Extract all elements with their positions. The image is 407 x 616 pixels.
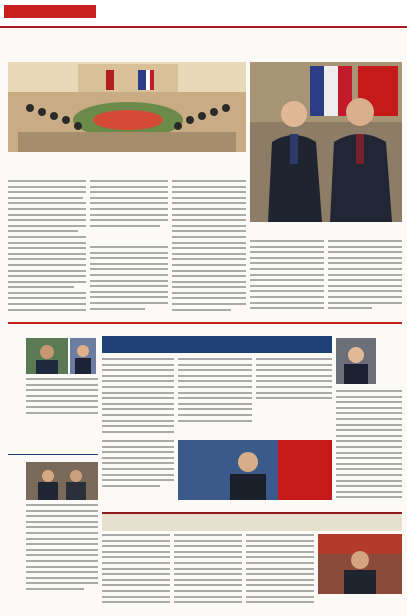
- body-column-3: [172, 180, 246, 318]
- body-column-5: [328, 240, 402, 318]
- body-column-4: [250, 240, 324, 318]
- center-top-col-3: [256, 358, 332, 418]
- center-top-col-1b: [102, 440, 174, 504]
- photo1-caption: [8, 153, 246, 160]
- delegation-photo: [26, 462, 98, 500]
- body-column-2b: [90, 246, 168, 318]
- left-top-story-body: [26, 378, 98, 418]
- maduro-photo: [26, 338, 68, 374]
- spokesperson-photo: [178, 440, 332, 500]
- trump-photo: [70, 338, 96, 374]
- left-bottom-story-body: [26, 504, 98, 604]
- body-column-2a: [90, 180, 168, 234]
- section-divider: [8, 322, 402, 324]
- leaders-photo: [250, 62, 402, 222]
- bottom-story-title: [102, 512, 402, 531]
- bottom-col-2: [174, 534, 242, 610]
- meeting-photo: [8, 62, 246, 152]
- date-banner: [4, 5, 96, 18]
- bottom-col-3: [246, 534, 314, 610]
- left-divider: [8, 454, 98, 455]
- center-top-col-2: [178, 358, 252, 438]
- right-story-body: [336, 390, 402, 510]
- section-label: [334, 4, 404, 20]
- official-photo: [318, 534, 402, 594]
- bottom-col-1: [102, 534, 170, 610]
- body-column-1: [8, 180, 86, 318]
- center-top-story-title: [102, 336, 332, 353]
- takaichi-photo: [336, 338, 376, 384]
